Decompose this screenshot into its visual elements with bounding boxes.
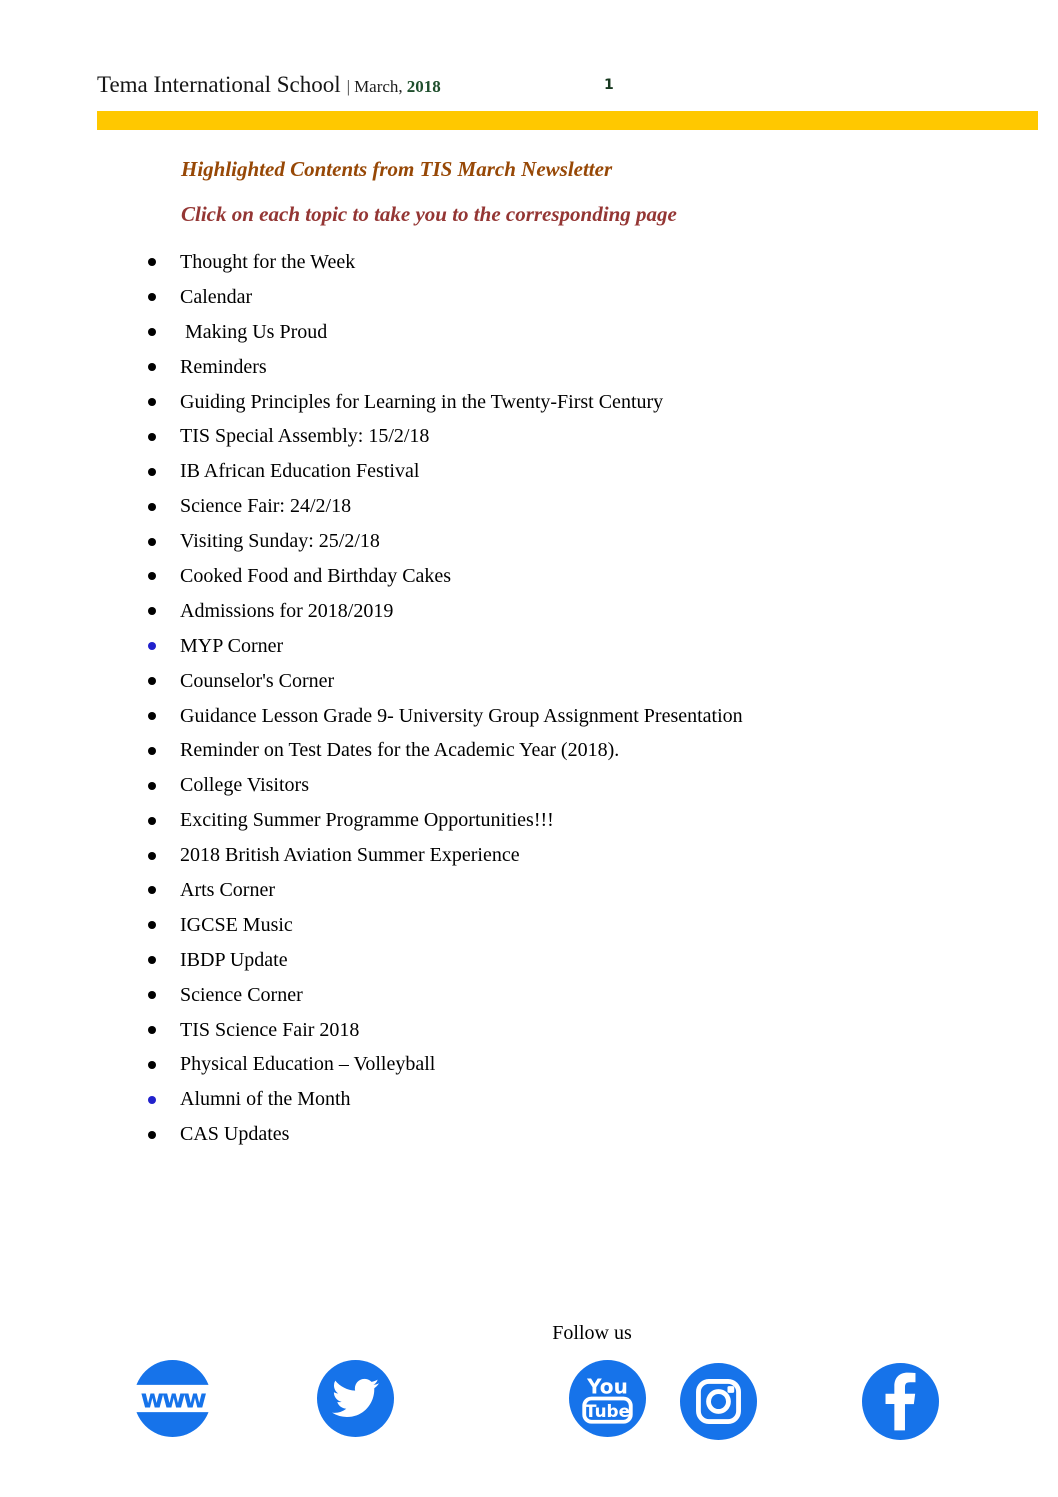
bullet-icon [148,572,156,580]
toc-item-label: Arts Corner [180,878,275,901]
toc-item[interactable] [148,385,1008,420]
bullet-icon [148,433,156,441]
www-icon [134,1360,211,1437]
page-number: 1 [604,77,614,93]
toc-item-label: Science Corner [180,983,303,1006]
toc-item-label: Admissions for 2018/2019 [180,599,394,622]
page-subtitle: Click on each topic to take you to the corresponding page [181,202,677,226]
toc-item[interactable] [148,978,1008,1013]
toc-item-label: Physical Education – Volleyball [180,1053,436,1076]
toc-item-label: Science Fair: 24/2/18 [180,495,352,518]
bullet-icon [148,956,156,964]
toc-item[interactable] [148,768,1008,803]
svg-text:Tube: Tube [584,1401,631,1422]
bullet-icon [148,468,156,476]
toc-item[interactable] [148,629,1008,664]
toc-item-label: Reminders [180,355,267,378]
bullet-icon [148,1061,156,1069]
follow-us-label: Follow us [552,1322,632,1344]
header-month: March, [354,77,403,96]
twitter-link[interactable] [317,1360,394,1437]
bullet-icon [148,363,156,371]
toc-item-label: Reminder on Test Dates for the Academic Year (2018). [180,739,620,762]
bullet-icon [148,1131,156,1139]
toc-item-label: Making Us Proud [180,320,328,343]
youtube-icon [569,1360,646,1437]
toc-item-label: IGCSE Music [180,913,293,936]
twitter-icon [317,1360,394,1437]
toc-item[interactable] [148,1117,1008,1152]
bullet-icon [148,398,156,406]
svg-text:www: www [140,1384,205,1415]
bullet-icon [148,712,156,720]
toc-item-label: TIS Special Assembly: 15/2/18 [180,425,430,448]
toc-item[interactable] [148,803,1008,838]
bullet-icon [148,328,156,336]
toc-item-label: Visiting Sunday: 25/2/18 [180,530,380,553]
youtube-link[interactable] [569,1360,646,1437]
school-name: Tema International School [97,72,341,97]
bullet-icon [148,991,156,999]
bullet-icon [148,747,156,755]
toc-item[interactable] [148,350,1008,385]
toc-item-label: Alumni of the Month [180,1088,351,1111]
page-header [97,72,441,98]
toc-item-label: Exciting Summer Programme Opportunities!!! [180,809,554,832]
toc-item[interactable] [148,489,1008,524]
table-of-contents [148,245,1008,1152]
toc-item[interactable] [148,1047,1008,1082]
facebook-link[interactable] [862,1363,939,1440]
toc-item[interactable] [148,664,1008,699]
toc-item[interactable] [148,1082,1008,1117]
toc-item[interactable] [148,454,1008,489]
page-title: Highlighted Contents from TIS March Newsletter [181,157,613,181]
bullet-icon [148,538,156,546]
toc-item[interactable] [148,419,1008,454]
bullet-icon [148,503,156,511]
toc-item-label: Cooked Food and Birthday Cakes [180,564,452,587]
toc-item-label: Counselor's Corner [180,669,335,692]
bullet-icon [148,258,156,266]
toc-item-label: CAS Updates [180,1123,290,1146]
bullet-icon [148,677,156,685]
toc-item-label: IBDP Update [180,948,288,971]
toc-item[interactable] [148,524,1008,559]
toc-item-label: TIS Science Fair 2018 [180,1018,360,1041]
bullet-icon [148,852,156,860]
toc-item[interactable] [148,594,1008,629]
bullet-icon [148,782,156,790]
toc-item[interactable] [148,280,1008,315]
toc-item[interactable] [148,315,1008,350]
toc-item[interactable] [148,699,1008,734]
toc-item[interactable] [148,943,1008,978]
bullet-icon [148,817,156,825]
toc-item[interactable] [148,873,1008,908]
bullet-icon [148,607,156,615]
header-year: 2018 [406,77,441,96]
toc-item[interactable] [148,1013,1008,1048]
header-separator: | [346,77,351,96]
bullet-icon [148,921,156,929]
instagram-link[interactable] [680,1363,757,1440]
svg-text:You: You [587,1374,628,1399]
toc-item[interactable] [148,838,1008,873]
bullet-icon [148,642,156,650]
toc-item-label: IB African Education Festival [180,460,420,483]
bullet-icon [148,1026,156,1034]
toc-item-label: College Visitors [180,774,309,797]
toc-item-label: Calendar [180,285,253,308]
toc-item[interactable] [148,245,1008,280]
toc-item[interactable] [148,733,1008,768]
toc-item-label: Guiding Principles for Learning in the Twenty-First Century [180,390,664,413]
bullet-icon [148,293,156,301]
bullet-icon [148,1096,156,1104]
facebook-icon [862,1363,939,1440]
instagram-icon [680,1363,757,1440]
toc-item-label: Thought for the Week [180,250,356,273]
toc-item-label: Guidance Lesson Grade 9- University Group Assignment Presentation [180,704,743,727]
bullet-icon [148,886,156,894]
toc-item-label: 2018 British Aviation Summer Experience [180,844,520,867]
accent-bar [97,111,1038,130]
toc-item[interactable] [148,559,1008,594]
toc-item-label: MYP Corner [180,634,284,657]
website-link[interactable] [134,1360,211,1437]
toc-item[interactable] [148,908,1008,943]
